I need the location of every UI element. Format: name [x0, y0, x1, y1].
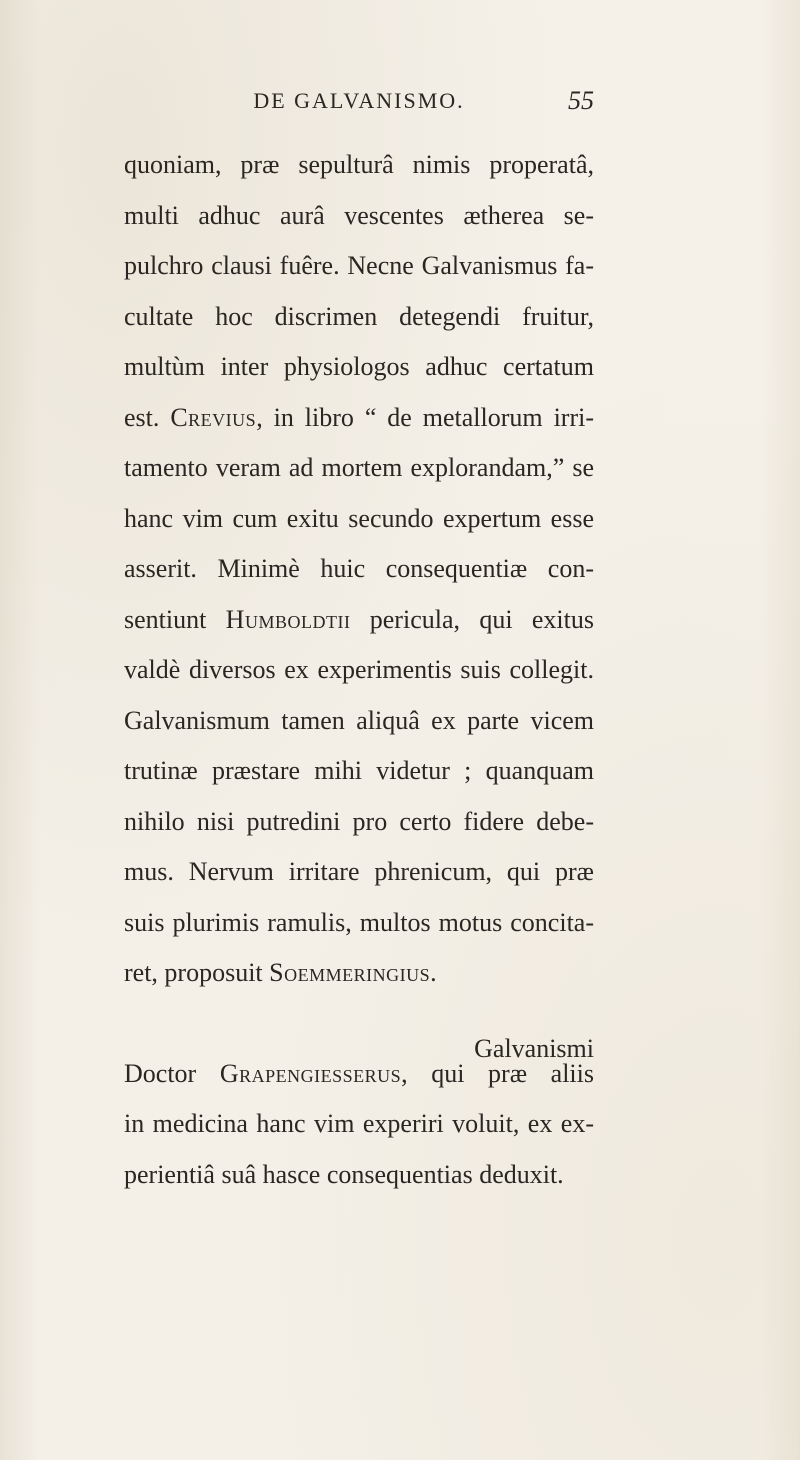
text-line: tamento veram ad mortem explorandam,” se	[124, 453, 594, 482]
text-line: cultate hoc discrimen detegendi fruitur,	[124, 301, 594, 331]
text-line: multùm inter physiologos adhuc certatum	[124, 352, 594, 381]
paragraph-1	[124, 140, 594, 999]
running-head: DE GALVANISMO.	[253, 88, 465, 113]
text-line: multi adhuc aurâ vescentes ætherea se-	[124, 200, 594, 230]
text-line: Galvanismum tamen aliquâ ex parte vicem	[124, 705, 594, 735]
text-line: valdè diversos ex experimentis suis collegit.	[124, 655, 594, 684]
text-line: nihilo nisi putredini pro certo fidere debe-	[124, 806, 594, 836]
text-line: pulchro clausi fuêre. Necne Galvanismus fa-	[124, 251, 594, 280]
author-name-grapengiesserus: Grapengiesserus	[219, 1058, 402, 1088]
text-line: Doctor Grapengiesserus, qui præ aliis	[124, 1058, 594, 1088]
text-line: in medicina hanc vim experiri voluit, ex ex-	[124, 1109, 594, 1138]
text-line: mus. Nervum irritare phrenicum, qui præ	[124, 857, 594, 886]
catchword: Galvanismi	[474, 1034, 594, 1063]
page-number: 55	[568, 86, 594, 115]
text-line: perientiâ suâ hasce consequentias deduxit.	[124, 1159, 564, 1189]
page-header	[124, 88, 594, 128]
author-name-crevius: Crevius	[170, 402, 257, 432]
text-line: asserit. Minimè huic consequentiæ con-	[124, 554, 594, 583]
author-name-soemmeringius: Soemmeringius	[269, 958, 431, 987]
text-line: suis plurimis ramulis, multos motus concita-	[124, 907, 594, 937]
text-line: hanc vim cum exitu secundo expertum esse	[124, 503, 594, 533]
author-name-humboldtii: Humboldtii	[225, 604, 351, 634]
text-line: ret, proposuit Soemmeringius.	[124, 958, 437, 987]
text-line: trutinæ præstare mihi videtur ; quanquam	[124, 756, 594, 785]
text-line: quoniam, præ sepulturâ nimis properatâ,	[124, 150, 594, 179]
text-line: sentiunt Humboldtii pericula, qui exitus	[124, 604, 594, 634]
paragraph-2	[124, 1049, 594, 1201]
text-line: est. Crevius, in libro “ de metallorum irri-	[124, 402, 594, 432]
